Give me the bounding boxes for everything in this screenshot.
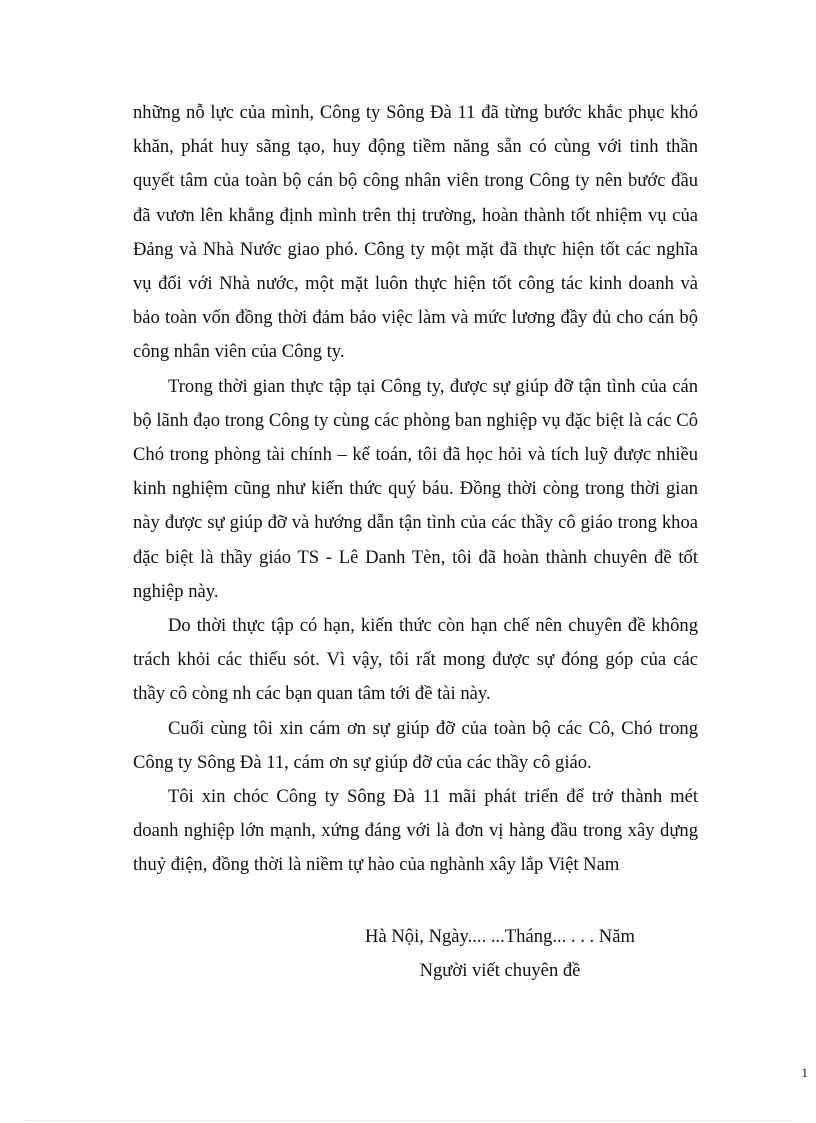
- paragraph-achievements: những nỗ lực của mình, Công ty Sông Đà 11 đã từng bước khắc phục khó khăn, phát huy sãng tạo, huy động tiềm năng sẵn có cùng với tinh thần quyết tâm của toàn bộ cán bộ công nhân viên trong Công ty nên bước đầu đã vươn lên khẳng định mình trên thị trường, hoàn thành tốt nhiệm vụ của Đảng và Nhà Nước giao phó. Công ty một mặt đã thực hiện tốt các nghĩa vụ đối với Nhà nước, một mặt luôn thực hiện tốt công tác kinh doanh và bảo toàn vốn đồng thời đảm bảo việc làm và mức lương đầy đủ cho cán bộ công nhân viên của Công ty.: [133, 102, 698, 363]
- document-body: [133, 96, 698, 883]
- page-bottom-divider: [24, 1120, 792, 1121]
- signature-block: [350, 920, 650, 988]
- paragraph-internship: Trong thời gian thực tập tại Công ty, được sự giúp đỡ tận tình của cán bộ lãnh đạo trong Công ty cùng các phòng ban nghiệp vụ đặc biệt là các Cô Chó trong phòng tài chính – kế toán, tôi đã học hỏi và tích luỹ được nhiều kinh nghiệm cũng như kiến thức quý báu. Đồng thời còng trong thời gian này được sự giúp đỡ và hướng dẫn tận tình của các thầy cô giáo trong khoa đặc biệt là thầy giáo TS - Lê Danh Tèn, tôi đã hoàn thành chuyên đề tốt nghiệp này.: [133, 375, 698, 602]
- paragraph-thanks: Cuối cùng tôi xin cám ơn sự giúp đỡ của toàn bộ các Cô, Chó trong Công ty Sông Đà 11, cám ơn sự giúp đỡ của các thầy cô giáo.: [133, 717, 698, 773]
- paragraph-wishes: Tôi xin chóc Công ty Sông Đà 11 mãi phát triển để trở thành mét doanh nghiệp lớn mạnh, xứng đáng với là đơn vị hàng đầu trong xây dựng thuỷ điện, đồng thời là niềm tự hào của nghành xây lắp Việt Nam: [133, 786, 698, 876]
- page-number: 1: [801, 1065, 808, 1080]
- signature-author-line: Người viết chuyên đề: [419, 960, 581, 981]
- signature-date-line: Hà Nội, Ngày.... ...Tháng... . . . Năm: [365, 926, 635, 947]
- paragraph-limitations: Do thời thực tập có hạn, kiến thức còn hạn chế nên chuyên đề không trách khỏi các thiếu sót. Vì vậy, tôi rất mong được sự đóng góp của các thầy cô còng nh các bạn quan tâm tới đề tài này.: [133, 615, 698, 705]
